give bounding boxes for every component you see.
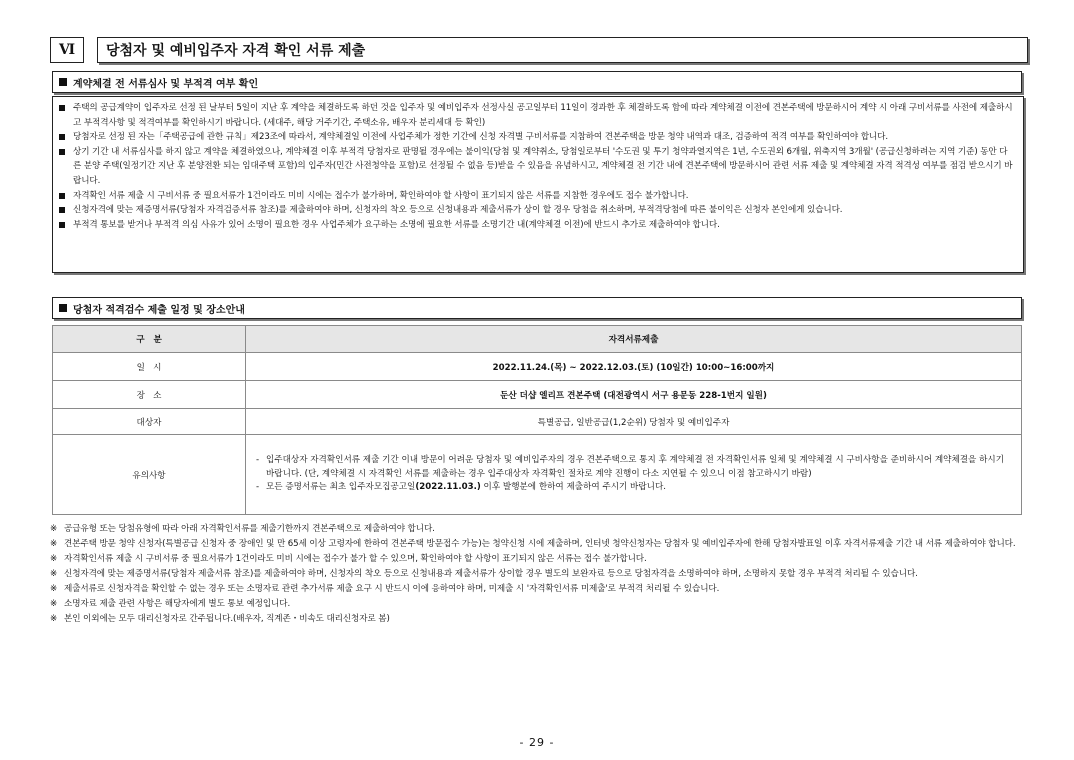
footnote-text: 소명자료 제출 관련 사항은 해당자에게 별도 통보 예정입니다.	[64, 599, 291, 609]
square-bullet-icon	[59, 193, 65, 199]
notice-item-text: 상기 기간 내 서류심사를 하지 않고 계약을 체결하였으나, 계약체결 이후 부적격 당첨자로 판명될 경우에는 불이익(당첨 및 계약취소, 당첨일로부터 '수도권 및 투기 청약과열지역은 1년, 수도권외 6개월, 위축지역 3개월' (공급신청하려는 지역 기준) 동안 다른 분양 주택(일정기간 지난 후 분양전환 되는 임대주택 포함)의 입주자(민간 사전청약을 포함)로 선정될 수 없음 등)받을 수 있음을 유념하시고, 계약체결 전 기간 내에 견본주택에 방문하시어 관련 서류 제출 및 계약체결 자격 적격성 여부를 점검 받으시기 바랍니다.	[73, 146, 1013, 186]
notice-item	[59, 218, 1015, 233]
square-bullet-icon	[59, 207, 65, 213]
place-label: 장 소	[53, 381, 246, 409]
square-bullet-icon	[59, 304, 67, 312]
target-label: 대상자	[53, 409, 246, 435]
reference-mark-icon: ※	[50, 554, 58, 564]
footnote	[50, 582, 1030, 597]
reference-mark-icon: ※	[50, 584, 58, 594]
schedule-heading	[52, 297, 1022, 319]
notes-label: 유의사항	[53, 435, 246, 515]
pre-contract-notice-box	[52, 96, 1024, 273]
footnote-text: 자격확인서류 제출 시 구비서류 중 필요서류가 1건이라도 미비 시에는 접수가 불가 할 수 있으며, 확인하여야 할 사항이 표기되지 않은 서류는 접수 불가합니다.	[64, 554, 647, 564]
table-row	[53, 435, 1022, 515]
reference-mark-icon: ※	[50, 569, 58, 579]
footnote-text: 신청자격에 맞는 제증명서류(당첨자 제출서류 참조)를 제출하여야 하며, 신청자의 착오 등으로 신청내용과 제출서류가 상이할 경우 별도의 보완자료 등으로 당첨자격을 소명하여야 하며, 소명하지 못할 경우 부적격 처리될 수 있습니다.	[64, 569, 918, 579]
footnote	[50, 597, 1030, 612]
section-title: 당첨자 및 예비입주자 자격 확인 서류 제출	[97, 37, 1028, 63]
notice-item	[59, 101, 1015, 130]
page-number: - 29 -	[519, 736, 555, 749]
dash-marker: -	[256, 482, 260, 493]
notice-item-text: 자격확인 서류 제출 시 구비서류 중 필요서류가 1건이라도 미비 시에는 접수가 불가하며, 확인하여야 할 사항이 표기되지 않은 서류를 지참한 경우에도 접수 불가합니다.	[73, 190, 689, 201]
footnote	[50, 537, 1030, 552]
footnote	[50, 522, 1030, 537]
schedule-table	[52, 325, 1022, 515]
announcement-date: (2022.11.03.)	[415, 482, 481, 493]
footnote-text: 제출서류로 신청자격을 확인할 수 없는 경우 또는 소명자료 관련 추가서류 제출 요구 시 반드시 이에 응하여야 하며, 미제출 시 '자격확인서류 미제출'로 부적격 처리될 수 있습니다.	[64, 584, 720, 594]
section-number: Ⅵ	[50, 37, 84, 63]
schedule-heading-text: 당첨자 적격검수 제출 일정 및 장소안내	[73, 304, 245, 316]
notes-item-text: 이후 발행분에 한하여 제출하여 주시기 바랍니다.	[480, 482, 666, 493]
place-value: 둔산 더샵 엘리프 견본주택 (대전광역시 서구 용문동 228-1번지 일원)	[246, 381, 1022, 409]
square-bullet-icon	[59, 222, 65, 228]
header-document-submission: 자격서류제출	[246, 326, 1022, 353]
notice-item	[59, 189, 1015, 204]
table-row	[53, 381, 1022, 409]
notice-item	[59, 203, 1015, 218]
table-row	[53, 409, 1022, 435]
notes-item	[256, 454, 1011, 481]
notice-item-text: 부적격 통보를 받거나 부적격 의심 사유가 있어 소명이 필요한 경우 사업주체가 요구하는 소명에 필요한 서류를 소명기간 내(계약체결 이전)에 반드시 추가로 제출하여야 합니다.	[73, 219, 720, 230]
pre-contract-heading-text: 계약체결 전 서류심사 및 부적격 여부 확인	[73, 78, 259, 90]
square-bullet-icon	[59, 78, 67, 86]
footnote-text: 공급유형 또는 당첨유형에 따라 아래 자격확인서류를 제출기한까지 견본주택으로 제출하여야 합니다.	[64, 524, 435, 534]
table-header-row	[53, 326, 1022, 353]
square-bullet-icon	[59, 134, 65, 140]
notice-item-text: 신청자격에 맞는 제증명서류(당첨자 자격검증서류 참조)를 제출하여야 하며, 신청자의 착오 등으로 신청내용과 제출서류가 상이 할 경우 당첨을 취소하며, 부적격당첨에 따른 불이익은 신청자 본인에게 있습니다.	[73, 205, 843, 216]
footnote-text: 본인 이외에는 모두 대리신청자로 간주됩니다.(배우자, 직계존・비속도 대리신청자로 봄)	[64, 614, 390, 624]
square-bullet-icon	[59, 149, 65, 155]
notice-item	[59, 130, 1015, 145]
reference-mark-icon: ※	[50, 614, 58, 624]
header-category: 구 분	[53, 326, 246, 353]
square-bullet-icon	[59, 105, 65, 111]
reference-mark-icon: ※	[50, 524, 58, 534]
table-row	[53, 353, 1022, 381]
notes-item-text: 모든 증명서류는 최초 입주자모집공고일	[266, 482, 416, 493]
footnote	[50, 567, 1030, 582]
reference-mark-icon: ※	[50, 539, 58, 549]
pre-contract-heading	[52, 71, 1022, 93]
reference-mark-icon: ※	[50, 599, 58, 609]
date-value: 2022.11.24.(목) ~ 2022.12.03.(토) (10일간) 10:00~16:00까지	[246, 353, 1022, 381]
notice-item-text: 주택의 공급계약이 입주자로 선정 된 날부터 5일이 지난 후 계약을 체결하도록 하던 것을 입주자 및 예비입주자 선정사실 공고일부터 11일이 경과한 후 체결하도록 함에 따라 계약체결 이전에 견본주택에 방문하시어 계약 시 아래 구비서류를 사전에 제출하시고 부적격사항 및 적격여부를 확인하시기 바랍니다. (세대주, 해당 거주기간, 주택소유, 배우자 분리세대 등 확인)	[73, 103, 1013, 128]
target-value: 특별공급, 일반공급(1,2순위) 당첨자 및 예비입주자	[246, 409, 1022, 435]
dash-marker: -	[256, 455, 260, 466]
footnotes	[50, 522, 1030, 627]
notice-item	[59, 145, 1015, 189]
footnote	[50, 612, 1030, 627]
notes-item	[256, 481, 1011, 495]
date-label: 일 시	[53, 353, 246, 381]
notes-value	[246, 435, 1022, 515]
notes-item-text: 입주대상자 자격확인서류 제출 기간 이내 방문이 어려운 당첨자 및 예비입주자의 경우 견본주택으로 통지 후 계약체결 전 자격확인서류 일체 및 계약체결 시 구비사항을 준비하시어 계약체결을 하시기 바랍니다. (단, 계약체결 시 자격확인 서류를 제출하는 경우 입주대상자 자격확인 절차로 계약 진행이 다소 지연될 수 있으니 이점 참고하시기 바람)	[266, 455, 1004, 479]
notice-item-text: 당첨자로 선정 된 자는「주택공급에 관한 규칙」제23조에 따라서, 계약체결일 이전에 사업주체가 정한 기간에 신청 자격별 구비서류를 지참하여 견본주택을 방문 청약 내역과 대조, 검증하여 적격 여부를 확인하여야 합니다.	[73, 132, 888, 143]
footnote	[50, 552, 1030, 567]
footnote-text: 견본주택 방문 청약 신청자(특별공급 신청자 중 장애인 및 만 65세 이상 고령자에 한하여 견본주택 방문접수 가능)는 청약신청 시에 제출하며, 인터넷 청약신청자는 당첨자 및 예비입주자에 한해 당첨자발표일 이후 자격서류제출 기간 내 서류 제출하여야 합니다.	[64, 539, 1016, 549]
